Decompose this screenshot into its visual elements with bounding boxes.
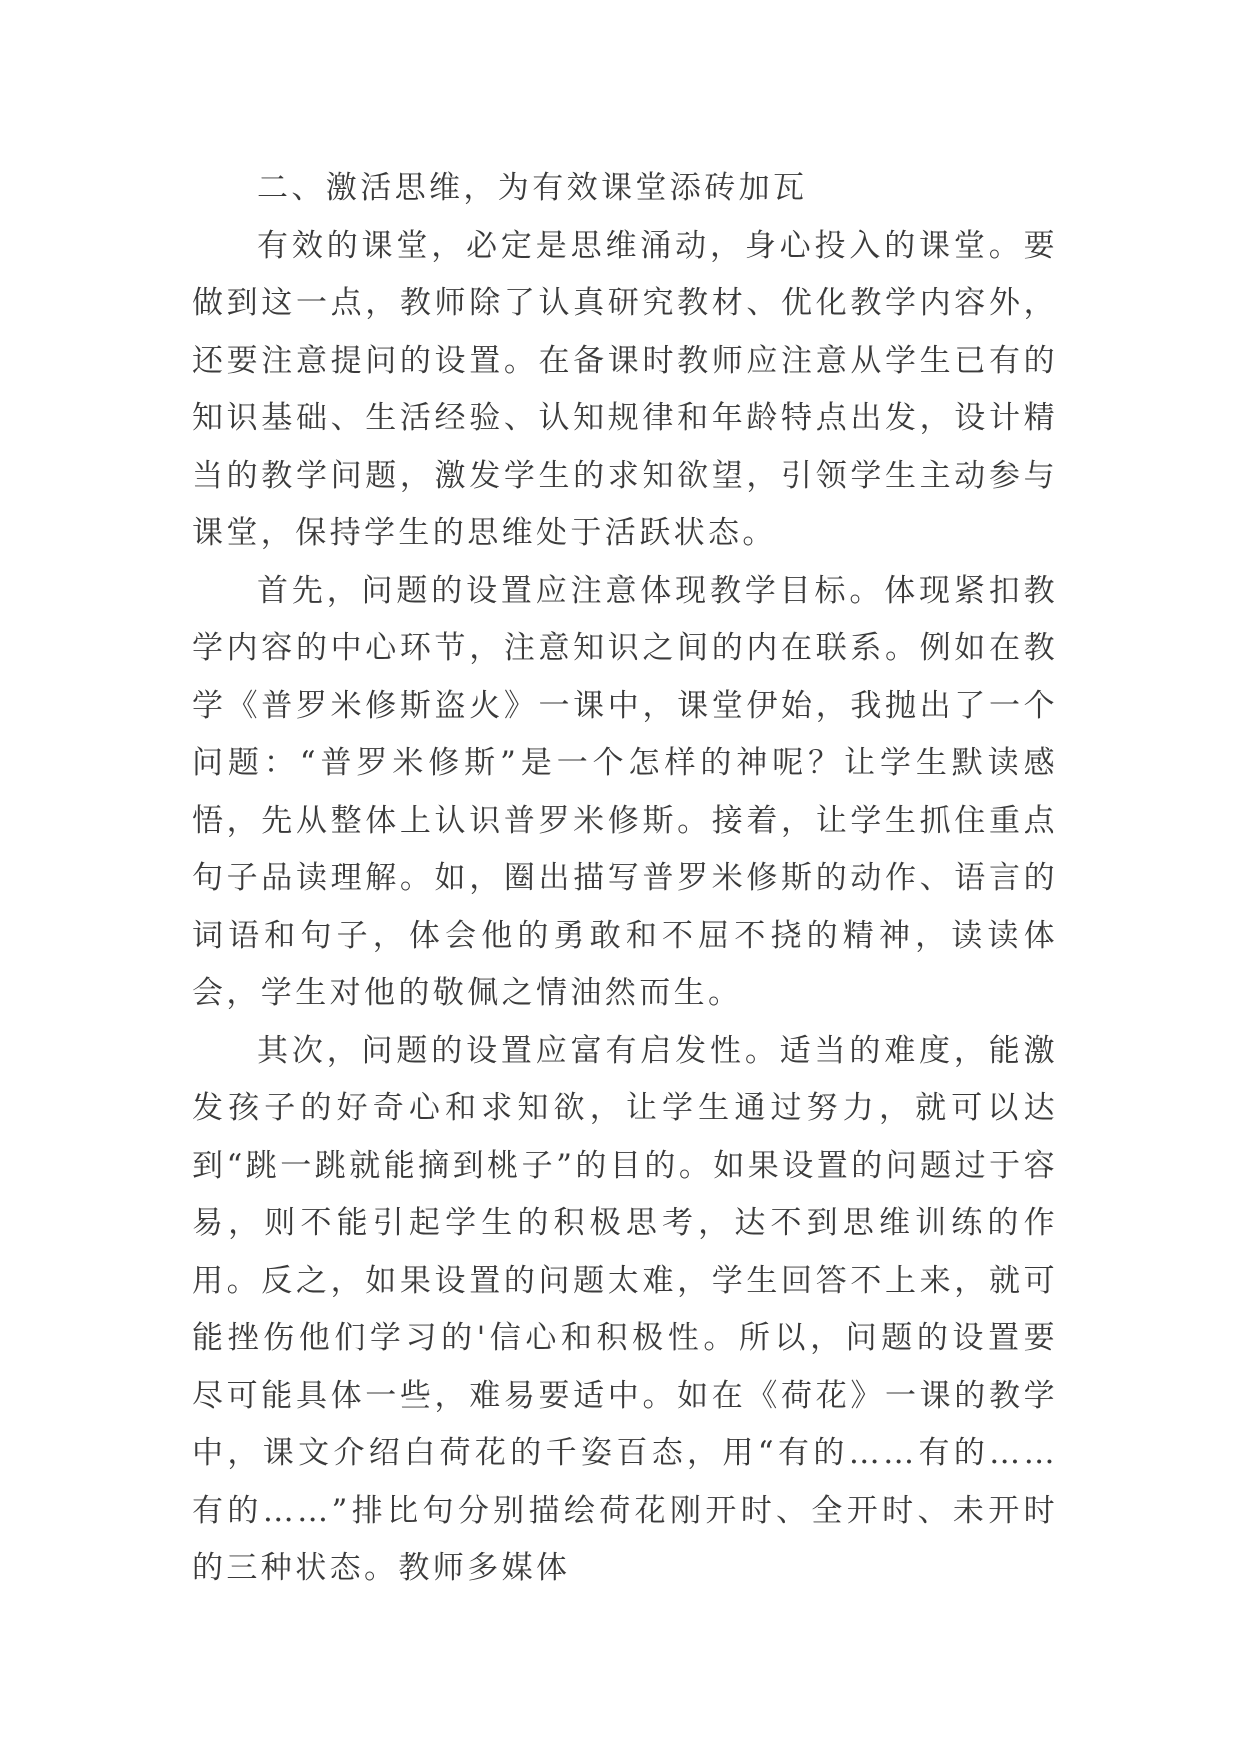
paragraph-intro: 有效的课堂，必定是思维涌动，身心投入的课堂。要做到这一点，教师除了认真研究教材、优化教学内容外，还要注意提问的设置。在备课时教师应注意从学生已有的知识基础、生活经验、认知规律和年龄特点出发，设计精当的教学问题，激发学生的求知欲望，引领学生主动参与课堂，保持学生的思维处于活跃状态。 bbox=[192, 227, 1058, 551]
paragraph-first-point: 首先，问题的设置应注意体现教学目标。体现紧扣教学内容的中心环节，注意知识之间的内在联系。例如在教学《普罗米修斯盗火》一课中，课堂伊始，我抛出了一个问题：“普罗米修斯”是一个怎样的神呢？让学生默读感悟，先从整体上认识普罗米修斯。接着，让学生抓住重点句子品读理解。如，圈出描写普罗米修斯的动作、语言的词语和句子，体会他的勇敢和不屈不挠的精神，读读体会，学生对他的敬佩之情油然而生。 bbox=[192, 572, 1058, 1011]
paragraph-second-point: 其次，问题的设置应富有启发性。适当的难度，能激发孩子的好奇心和求知欲，让学生通过努力，就可以达到“跳一跳就能摘到桃子”的目的。如果设置的问题过于容易，则不能引起学生的积极思考，达不到思维训练的作用。反之，如果设置的问题太难，学生回答不上来，就可能挫伤他们学习的'信心和积极性。所以，问题的设置要尽可能具体一些，难易要适中。如在《荷花》一课的教学中，课文介绍白荷花的千姿百态，用“有的……有的……有的……”排比句分别描绘荷花刚开时、全开时、未开时的三种状态。教师多媒体 bbox=[192, 1032, 1058, 1586]
section-heading: 二、激活思维，为有效课堂添砖加瓦 bbox=[257, 170, 808, 206]
document-body bbox=[192, 160, 1058, 1598]
